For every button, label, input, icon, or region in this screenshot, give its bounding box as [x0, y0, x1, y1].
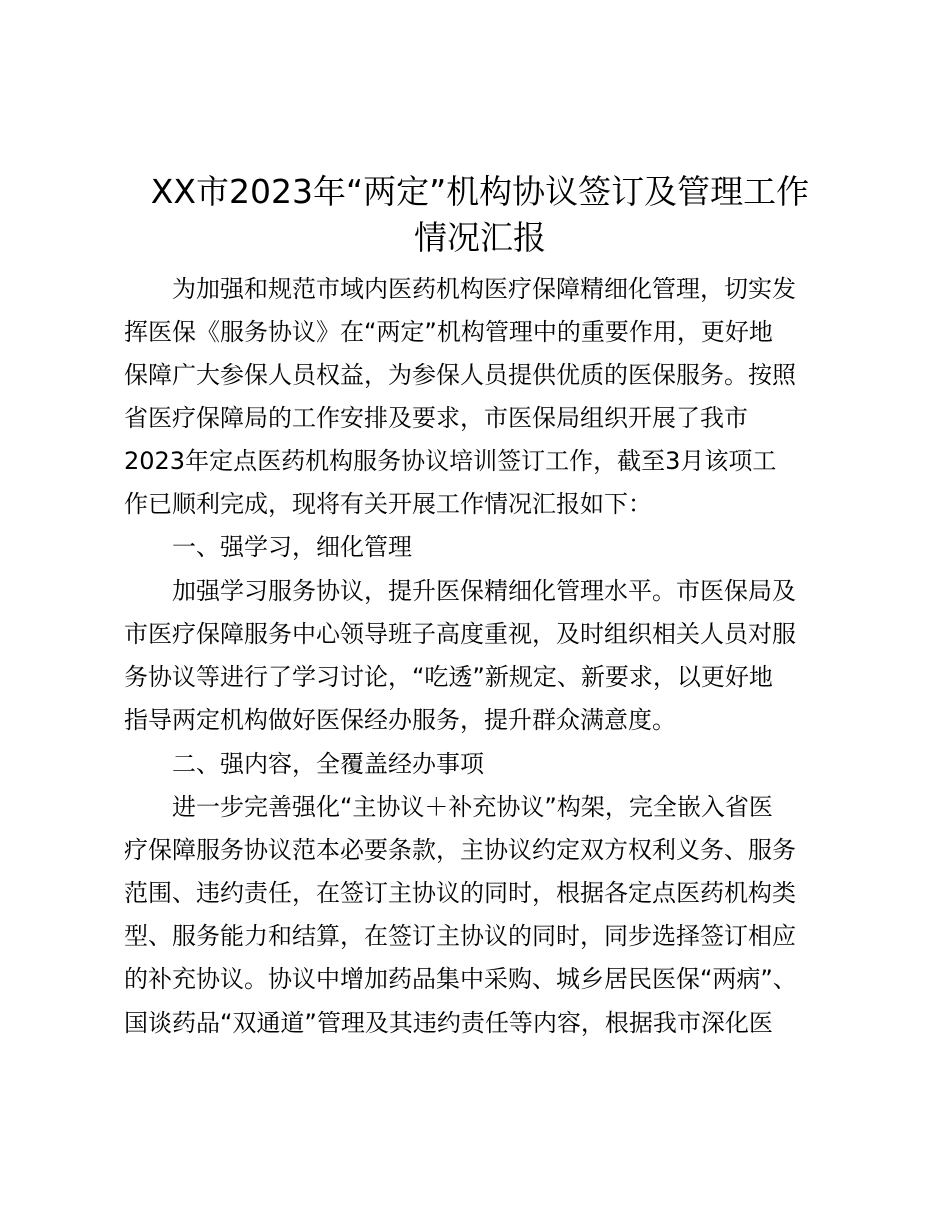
paragraph-section-1-line-1: 加强学习服务协议，提升医保精细化管理水平。市医保局及 — [172, 577, 796, 605]
paragraph-intro-line-1: 为加强和规范市域内医药机构医疗保障精细化管理，切实发 — [172, 275, 796, 303]
paragraph-section-2-line-5: 的补充协议。协议中增加药品集中采购、城乡居民医保“两病”、 — [124, 965, 797, 993]
paragraph-intro-line-3: 保障广大参保人员权益，为参保人员提供优质的医保服务。按照 — [124, 361, 796, 389]
paragraph-section-1-line-4: 指导两定机构做好医保经办服务，提升群众满意度。 — [124, 706, 676, 734]
paragraph-section-2-line-2: 疗保障服务协议范本必要条款，主协议约定双方权利义务、服务 — [124, 836, 796, 864]
paragraph-section-1-line-2: 市医疗保障服务中心领导班子高度重视，及时组织相关人员对服 — [124, 620, 796, 648]
paragraph-intro-line-6: 作已顺利完成，现将有关开展工作情况汇报如下： — [124, 490, 652, 518]
paragraph-intro-line-2: 挥医保《服务协议》在“两定”机构管理中的重要作用，更好地 — [124, 318, 773, 346]
document-title-line-1: XX市2023年“两定”机构协议签订及管理工作 — [150, 172, 810, 211]
section-heading-2: 二、强内容，全覆盖经办事项 — [172, 750, 484, 778]
paragraph-section-1-line-3: 务协议等进行了学习讨论，“吃透”新规定、新要求，以更好地 — [124, 663, 773, 691]
paragraph-intro-line-5: 2023年定点医药机构服务协议培训签订工作，截至3月该项工 — [124, 447, 777, 475]
paragraph-section-2-line-4: 型、服务能力和结算，在签订主协议的同时，同步选择签订相应 — [124, 922, 796, 950]
document-title-line-2: 情况汇报 — [414, 218, 546, 257]
section-heading-1: 一、强学习，细化管理 — [172, 533, 412, 561]
paragraph-section-2-line-6: 国谈药品“双通道”管理及其违约责任等内容，根据我市深化医 — [124, 1009, 773, 1037]
paragraph-intro-line-4: 省医疗保障局的工作安排及要求，市医保局组织开展了我市 — [124, 404, 748, 432]
paragraph-section-2-line-3: 范围、违约责任，在签订主协议的同时，根据各定点医药机构类 — [124, 879, 796, 907]
paragraph-section-2-line-1: 进一步完善强化“主协议＋补充协议”构架，完全嵌入省医 — [172, 793, 773, 821]
